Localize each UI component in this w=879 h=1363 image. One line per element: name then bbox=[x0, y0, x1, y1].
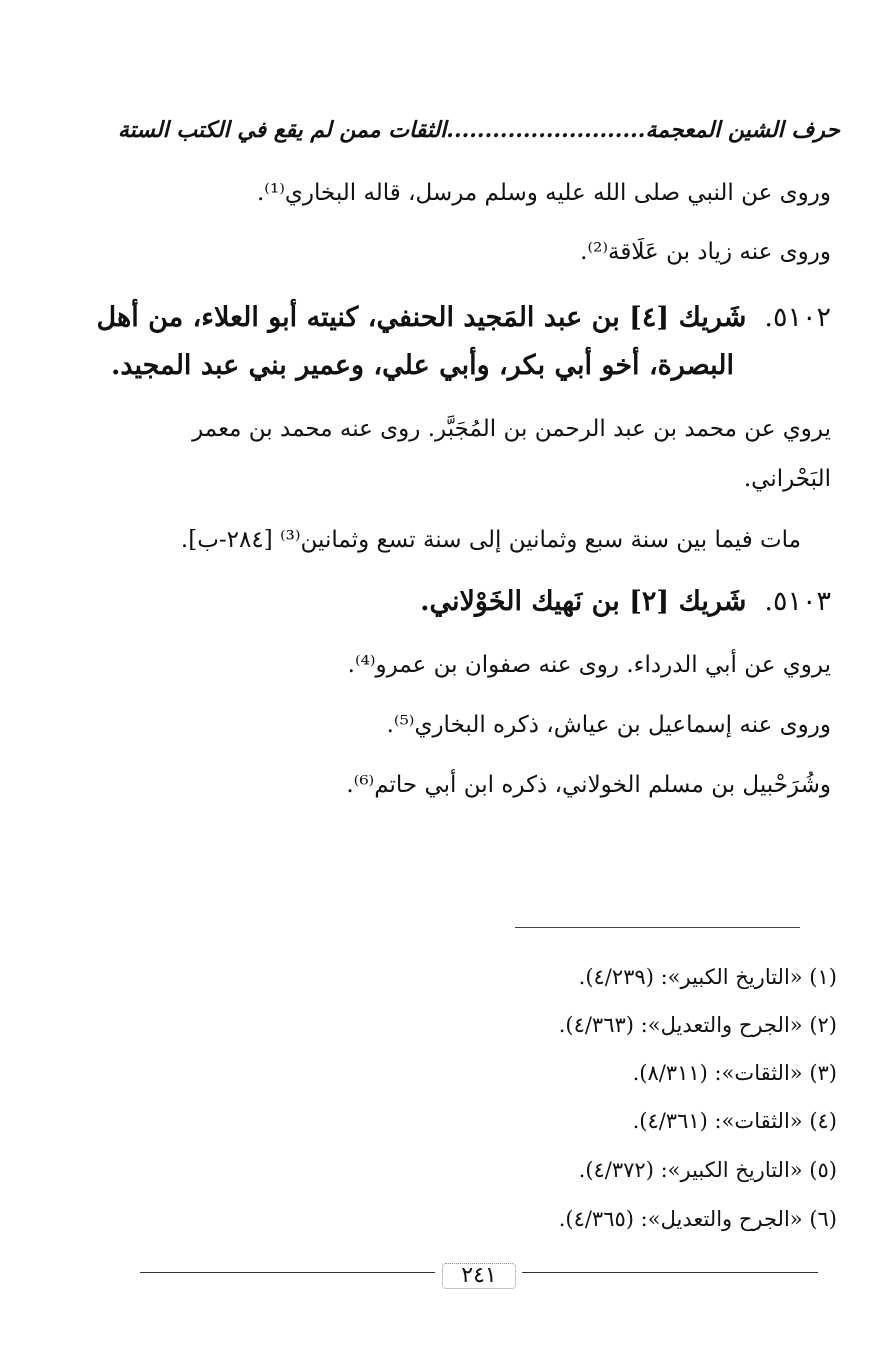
body-line-3: يروي عن محمد بن عبد الرحمن بن المُجَبَّر. روى عنه محمد بن معمر bbox=[192, 416, 831, 442]
page-number bbox=[436, 1261, 522, 1291]
footnote-4: (٤) «الثقات»: (٤/٣٦١). bbox=[632, 1109, 837, 1133]
entry-number: ٥١٠٢. bbox=[764, 302, 831, 333]
bottom-rule-right bbox=[522, 1272, 818, 1273]
page-number-text: ٢٤١ bbox=[461, 1263, 497, 1288]
entry-5103-line-1 bbox=[420, 582, 831, 622]
body-line-6: يروي عن أبي الدرداء. روى عنه صفوان بن عمرو⁽⁴⁾. bbox=[347, 652, 831, 678]
entry-5102-line-1 bbox=[97, 298, 831, 338]
header-book-title: الثقات ممن لم يقع في الكتب الستة bbox=[117, 117, 447, 143]
footnote-5: (٥) «التاريخ الكبير»: (٤/٣٧٢). bbox=[578, 1158, 837, 1182]
footnote-3: (٣) «الثقات»: (٨/٣١١). bbox=[632, 1061, 837, 1085]
running-header bbox=[117, 112, 840, 148]
entry-heading: شَريك [٤] بن عبد المَجيد الحنفي، كنيته أبو العلاء، من أهل bbox=[96, 302, 747, 333]
bottom-rule-left bbox=[140, 1272, 435, 1273]
page-number-frame bbox=[442, 1263, 516, 1289]
footnote-6: (٦) «الجرح والتعديل»: (٤/٣٦٥). bbox=[558, 1207, 837, 1231]
entry-number: ٥١٠٣. bbox=[764, 586, 831, 617]
body-line-4: البَحْراني. bbox=[743, 466, 831, 492]
header-section: حرف الشين المعجمة bbox=[645, 117, 840, 143]
header-section-title bbox=[118, 112, 840, 148]
body-line-7: وروى عنه إسماعيل بن عياش، ذكره البخاري⁽⁵⁾. bbox=[386, 712, 831, 738]
footnote-1: (١) «التاريخ الكبير»: (٤/٢٣٩). bbox=[578, 965, 837, 989]
body-line-8: وشُرَحْبيل بن مسلم الخولاني، ذكره ابن أبي حاتم⁽⁶⁾. bbox=[346, 772, 831, 798]
body-line-2: وروى عنه زياد بن عَلَاقة⁽²⁾. bbox=[580, 239, 831, 265]
body-line-5: مات فيما بين سنة سبع وثمانين إلى سنة تسع وثمانين⁽³⁾ [٢٨٤-ب]. bbox=[180, 527, 801, 553]
footnote-separator bbox=[515, 927, 800, 928]
header-dots: .......................... bbox=[446, 117, 646, 143]
footnote-2: (٢) «الجرح والتعديل»: (٤/٣٦٣). bbox=[558, 1013, 837, 1037]
entry-5102-line-2: البصرة، أخو أبي بكر، وأبي علي، وعمير بني عبد المجيد. bbox=[110, 350, 734, 381]
entry-heading: شَريك [٢] بن نَهيك الخَوْلاني. bbox=[420, 586, 747, 617]
body-line-1: وروى عن النبي صلى الله عليه وسلم مرسل، قاله البخاري⁽¹⁾. bbox=[257, 180, 831, 206]
